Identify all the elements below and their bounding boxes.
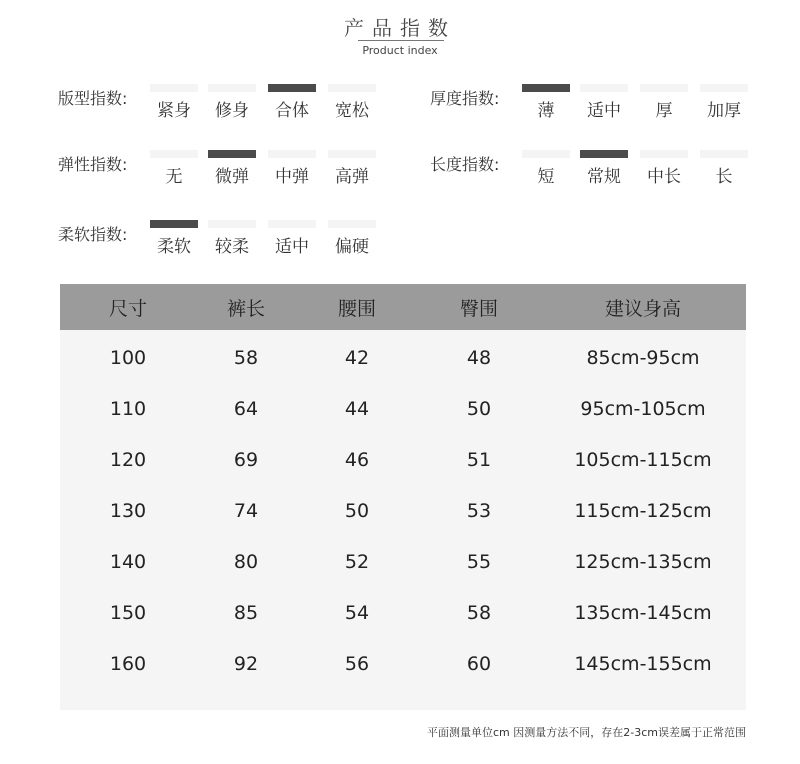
table-cell: 100 <box>109 347 147 369</box>
index-option-label: 短 <box>537 167 555 187</box>
header-cell-height: 建议身高 <box>604 297 681 320</box>
index-label: 柔软指数: <box>58 225 128 244</box>
table-cell: 135cm-145cm <box>574 602 712 624</box>
index-option-label: 偏硬 <box>335 237 369 257</box>
index-level-bar <box>150 220 198 228</box>
index-option <box>700 150 748 190</box>
index-option-label: 合体 <box>275 101 309 121</box>
index-option <box>268 220 316 260</box>
index-option <box>640 150 688 190</box>
table-cell: 85 <box>233 602 259 624</box>
table-cell: 56 <box>344 653 370 675</box>
table-cell: 92 <box>233 653 259 675</box>
index-option-label: 长 <box>715 167 733 187</box>
index-option <box>522 150 570 190</box>
index-option <box>150 220 198 260</box>
index-option-label: 适中 <box>587 101 621 121</box>
index-level-bar <box>268 84 316 92</box>
table-cell: 51 <box>466 449 492 471</box>
table-cell: 140 <box>109 551 147 573</box>
index-label: 弹性指数: <box>58 155 128 174</box>
index-option <box>328 220 376 260</box>
page-title: 产品指数 <box>344 16 456 40</box>
index-option <box>268 84 316 124</box>
index-option-label: 厚 <box>655 101 673 121</box>
table-cell: 58 <box>466 602 492 624</box>
table-cell: 105cm-115cm <box>574 449 712 471</box>
table-cell: 160 <box>109 653 147 675</box>
index-level-bar <box>328 84 376 92</box>
index-option-label: 柔软 <box>157 237 191 257</box>
index-option-label: 常规 <box>587 167 621 187</box>
title-divider <box>358 40 444 41</box>
index-level-bar <box>522 84 570 92</box>
index-level-bar <box>580 84 628 92</box>
table-cell: 125cm-135cm <box>574 551 712 573</box>
index-option-label: 较柔 <box>215 237 249 257</box>
index-option <box>580 150 628 190</box>
index-option-label: 无 <box>165 167 183 187</box>
table-cell: 58 <box>233 347 259 369</box>
index-option <box>580 84 628 124</box>
index-label: 厚度指数: <box>430 89 500 108</box>
index-level-bar <box>522 150 570 158</box>
index-option-label: 适中 <box>275 237 309 257</box>
index-option-label: 修身 <box>215 101 249 121</box>
index-level-bar <box>208 84 256 92</box>
header-cell-waist: 腰围 <box>337 297 376 320</box>
index-option <box>150 150 198 190</box>
table-row <box>60 491 746 531</box>
table-cell: 50 <box>344 500 370 522</box>
size-table <box>60 284 746 710</box>
index-level-bar <box>150 150 198 158</box>
index-option <box>150 84 198 124</box>
index-option-label: 加厚 <box>707 101 741 121</box>
index-option-label: 中弹 <box>275 167 309 187</box>
index-option-label: 薄 <box>537 101 555 121</box>
index-option <box>208 150 256 190</box>
index-level-bar <box>640 150 688 158</box>
table-cell: 46 <box>344 449 370 471</box>
table-cell: 145cm-155cm <box>574 653 712 675</box>
index-option-label: 紧身 <box>157 101 191 121</box>
header-cell-size: 尺寸 <box>108 297 147 320</box>
table-cell: 110 <box>109 398 147 420</box>
index-level-bar <box>268 150 316 158</box>
table-cell: 48 <box>466 347 492 369</box>
index-level-bar <box>640 84 688 92</box>
table-row <box>60 389 746 429</box>
index-level-bar <box>208 150 256 158</box>
index-level-bar <box>700 150 748 158</box>
table-row <box>60 542 746 582</box>
index-option <box>522 84 570 124</box>
table-cell: 69 <box>233 449 259 471</box>
header-cell-length: 裤长 <box>226 297 265 320</box>
index-level-bar <box>328 150 376 158</box>
table-row <box>60 440 746 480</box>
table-cell: 44 <box>344 398 370 420</box>
index-level-bar <box>150 84 198 92</box>
index-level-bar <box>268 220 316 228</box>
table-cell: 120 <box>109 449 147 471</box>
table-row <box>60 593 746 633</box>
table-cell: 95cm-105cm <box>580 398 706 420</box>
index-option <box>208 84 256 124</box>
index-option <box>640 84 688 124</box>
table-cell: 42 <box>344 347 370 369</box>
table-cell: 55 <box>466 551 492 573</box>
index-label: 长度指数: <box>430 155 500 174</box>
size-table-header <box>60 284 746 330</box>
index-label: 版型指数: <box>58 89 128 108</box>
index-option <box>328 84 376 124</box>
table-row <box>60 644 746 684</box>
table-row <box>60 338 746 378</box>
size-table-body <box>60 330 746 710</box>
index-option-label: 宽松 <box>335 101 369 121</box>
index-option-label: 高弹 <box>335 167 369 187</box>
table-cell: 150 <box>109 602 147 624</box>
index-option <box>700 84 748 124</box>
index-option-label: 中长 <box>647 167 681 187</box>
table-cell: 115cm-125cm <box>574 500 712 522</box>
page-subtitle: Product index <box>362 44 438 57</box>
index-level-bar <box>328 220 376 228</box>
index-level-bar <box>700 84 748 92</box>
table-cell: 64 <box>233 398 259 420</box>
table-cell: 85cm-95cm <box>586 347 700 369</box>
header-cell-hip: 臀围 <box>459 297 498 320</box>
table-cell: 52 <box>344 551 370 573</box>
index-level-bar <box>208 220 256 228</box>
index-level-bar <box>580 150 628 158</box>
table-cell: 53 <box>466 500 492 522</box>
table-cell: 60 <box>466 653 492 675</box>
table-cell: 54 <box>344 602 370 624</box>
table-cell: 80 <box>233 551 259 573</box>
index-option <box>268 150 316 190</box>
table-cell: 74 <box>233 500 259 522</box>
table-cell: 50 <box>466 398 492 420</box>
table-cell: 130 <box>109 500 147 522</box>
index-option-label: 微弹 <box>215 167 249 187</box>
measurement-note: 平面测量单位cm 因测量方法不同，存在2-3cm误差属于正常范围 <box>427 726 746 739</box>
index-option <box>328 150 376 190</box>
index-option <box>208 220 256 260</box>
